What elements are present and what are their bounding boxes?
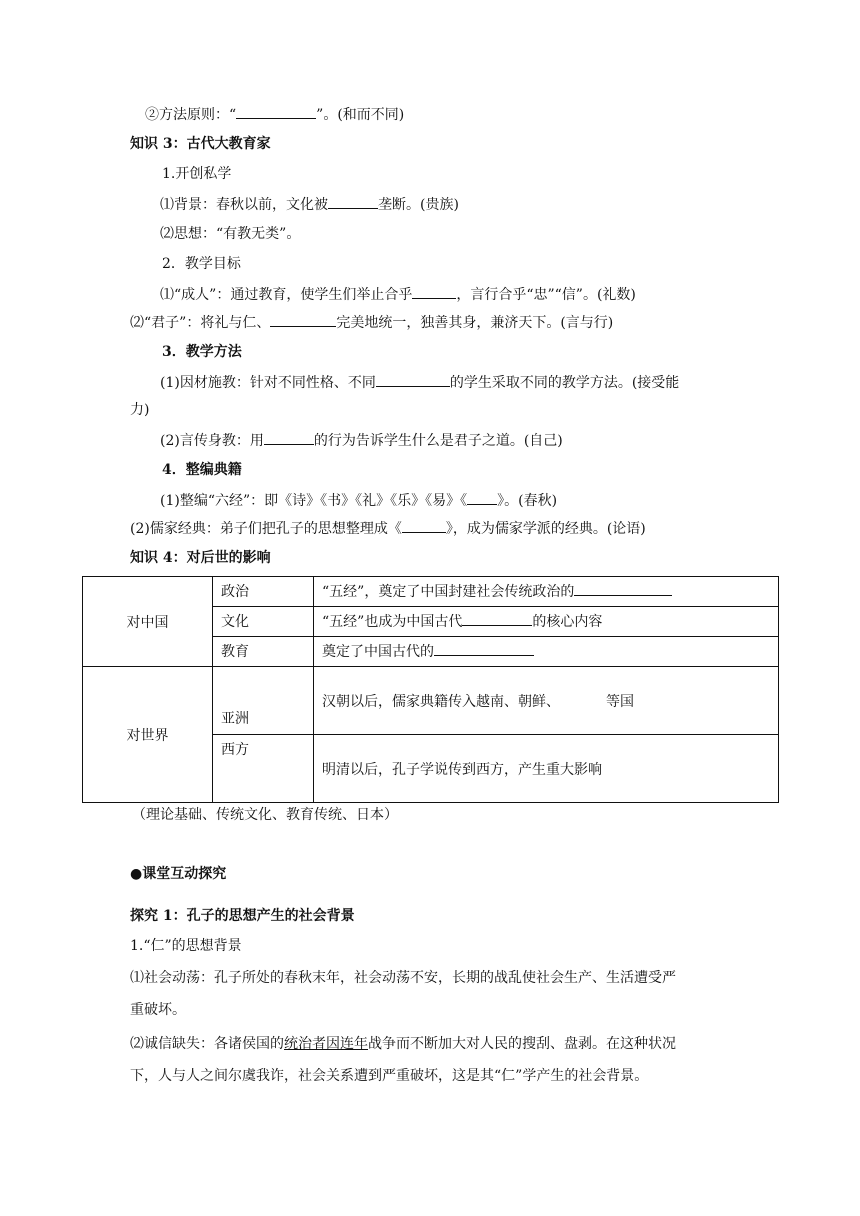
- influence-table: [82, 576, 779, 803]
- field-cell: 政治: [213, 577, 314, 607]
- china-cell: 对中国: [83, 577, 213, 667]
- text: ⑴“成人”：通过教育，使学生们举止合乎: [160, 287, 413, 303]
- teaching-method-1-cont: 力): [130, 402, 150, 418]
- text: 》，成为儒家学派的经典。(论语): [445, 521, 646, 537]
- teaching-method-1-line: [160, 372, 679, 393]
- six-classics-line: [160, 490, 557, 511]
- text: “五经”，奠定了中国封建社会传统政治的: [322, 584, 575, 600]
- field-cell: 教育: [213, 637, 314, 667]
- method-principle-line: [145, 104, 404, 125]
- text: 的行为告诉学生什么是君子之道。(自己): [313, 433, 563, 449]
- text: ②方法原则：“: [145, 107, 237, 123]
- exploration-1-heading: 探究 1：孔子的思想产生的社会背景: [130, 908, 355, 924]
- knowledge-4-heading: 知识 4：对后世的影响: [130, 550, 271, 566]
- field-cell: 西方: [213, 735, 314, 803]
- section-3-heading: 3．教学方法: [162, 344, 242, 360]
- underlined-text: 统治者因连年: [284, 1036, 368, 1052]
- background-line: [160, 194, 459, 215]
- text: 的核心内容: [532, 614, 603, 630]
- table-row: [83, 577, 779, 607]
- section-2-heading: 2．教学目标: [162, 256, 241, 272]
- field-cell: 文化: [213, 607, 314, 637]
- text: 的学生采取不同的教学方法。(接受能: [449, 375, 680, 391]
- answer-key: （理论基础、传统文化、教育传统、日本）: [132, 807, 398, 823]
- paragraph-1-line-1: ⑴社会动荡：孔子所处的春秋末年，社会动荡不安，长期的战乱使社会生产、生活遭受严: [130, 970, 676, 986]
- fill-blank[interactable]: [264, 430, 314, 445]
- confucian-classics-line: [130, 518, 646, 539]
- chengren-line: [160, 284, 636, 305]
- text: ，言行合乎“忠”“信”。(礼数): [456, 287, 636, 303]
- text: “五经”也成为中国古代: [322, 614, 463, 630]
- content-cell: [314, 667, 779, 735]
- junzi-line: [130, 312, 613, 333]
- fill-blank[interactable]: [270, 312, 336, 327]
- fill-blank[interactable]: [376, 372, 450, 387]
- fill-blank[interactable]: [574, 581, 672, 596]
- paragraph-1-line-2: 重破坏。: [130, 1002, 186, 1018]
- knowledge-3-heading: 知识 3：古代大教育家: [130, 136, 271, 152]
- classroom-interaction-heading: ●课堂互动探究: [130, 866, 227, 882]
- thought-line: ⑵思想：“有教无类”。: [160, 226, 301, 242]
- text: 汉朝以后，儒家典籍传入越南、朝鲜、: [322, 693, 560, 710]
- paragraph-2-line-1: [130, 1034, 676, 1054]
- fill-blank[interactable]: [236, 104, 316, 119]
- table-row: [83, 667, 779, 735]
- text: ⑵诚信缺失：各诸侯国的: [130, 1036, 284, 1052]
- exploration-1-subheading: 1.“仁”的思想背景: [130, 938, 242, 954]
- section-1-heading: 1.开创私学: [162, 166, 232, 182]
- content-cell: [314, 637, 779, 667]
- text: (1)整编“六经”：即《诗》《书》《礼》《乐》《易》《: [160, 493, 468, 509]
- text: (2)儒家经典：弟子们把孔子的思想整理成《: [130, 521, 402, 537]
- world-cell: 对世界: [83, 667, 213, 803]
- paragraph-2-line-2: 下，人与人之间尔虞我诈，社会关系遭到严重破坏，这是其“仁”学产生的社会背景。: [130, 1068, 649, 1084]
- fill-blank[interactable]: [328, 194, 378, 209]
- content-cell: [314, 577, 779, 607]
- text: (1)因材施教：针对不同性格、不同: [160, 375, 376, 391]
- fill-blank[interactable]: [467, 490, 497, 505]
- text: 》。(春秋): [497, 493, 558, 509]
- fill-blank[interactable]: [412, 284, 456, 299]
- text: 等国: [606, 693, 634, 710]
- text: ”。(和而不同): [316, 107, 405, 123]
- text: 完美地统一，独善其身，兼济天下。(言与行): [336, 315, 614, 331]
- text: (2)言传身教：用: [160, 433, 264, 449]
- fill-blank[interactable]: [402, 518, 446, 533]
- content-cell: 明清以后，孔子学说传到西方，产生重大影响: [314, 735, 779, 803]
- text: ⑵“君子”：将礼与仁、: [130, 315, 271, 331]
- teaching-method-2-line: [160, 430, 563, 451]
- text: 奠定了中国古代的: [322, 644, 434, 660]
- content-cell: [314, 607, 779, 637]
- fill-blank[interactable]: [462, 611, 532, 626]
- section-4-heading: 4．整编典籍: [162, 462, 242, 478]
- field-cell: 亚洲: [213, 667, 314, 735]
- text: ⑴背景：春秋以前，文化被: [160, 197, 328, 213]
- text: 垄断。(贵族): [378, 197, 459, 213]
- fill-blank[interactable]: [434, 641, 534, 656]
- text: 战争而不断加大对人民的搜刮、盘剥。在这种状况: [368, 1036, 676, 1052]
